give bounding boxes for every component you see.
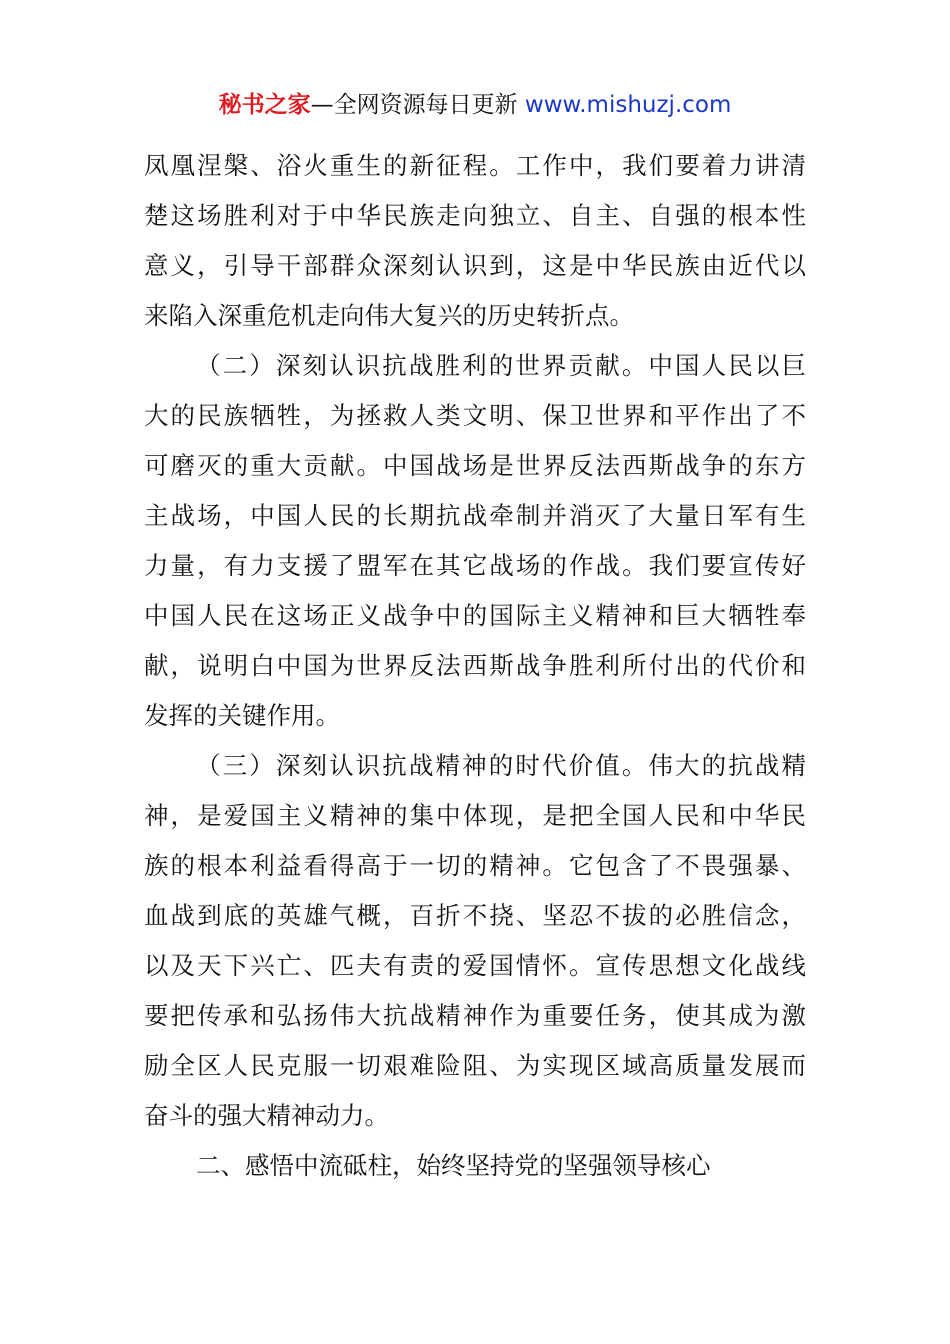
website-link[interactable]: www.mishuzj.com [524,92,732,118]
text-line: 力量，有力支援了盟军在其它战场的作战。我们要宣传好 [144,551,806,580]
text-line: 楚这场胜利对于中华民族走向独立、自主、自强的根本性 [144,201,806,230]
text-line: 主战场，中国人民的长期抗战牵制并消灭了大量日军有生 [144,501,806,530]
section-heading-line: （三）深刻认识抗战精神的时代价值。伟大的抗战精 [196,751,806,780]
text-line: 可磨灭的重大贡献。中国战场是世界反法西斯战争的东方 [144,451,806,480]
text-line: 发挥的关键作用。 [144,701,340,730]
chapter-heading: 二、感悟中流砥柱，始终坚持党的坚强领导核心 [196,1151,711,1180]
text-line: 大的民族牺牲，为拯救人类文明、保卫世界和平作出了不 [144,401,806,430]
text-line: 奋斗的强大精神动力。 [144,1101,389,1130]
section-heading-line: （二）深刻认识抗战胜利的世界贡献。中国人民以巨 [196,351,806,380]
header-tagline: —全网资源每日更新 [310,92,525,118]
text-line: 中国人民在这场正义战争中的国际主义精神和巨大牺牲奉 [144,601,806,630]
text-line: 神，是爱国主义精神的集中体现，是把全国人民和中华民 [144,801,806,830]
page-header [0,88,950,122]
text-line: 意义，引导干部群众深刻认识到，这是中华民族由近代以 [144,251,806,280]
text-line: 要把传承和弘扬伟大抗战精神作为重要任务，使其成为激 [144,1001,806,1030]
text-line: 以及天下兴亡、匹夫有责的爱国情怀。宣传思想文化战线 [144,951,806,980]
text-line: 血战到底的英雄气概，百折不挠、坚忍不拔的必胜信念， [144,901,806,930]
text-line: 族的根本利益看得高于一切的精神。它包含了不畏强暴、 [144,851,806,880]
document-body [144,141,806,1191]
brand-name: 秘书之家 [218,92,311,118]
text-line: 励全区人民克服一切艰难险阻、为实现区域高质量发展而 [144,1051,806,1080]
text-line: 来陷入深重危机走向伟大复兴的历史转折点。 [144,301,634,330]
text-line: 献，说明白中国为世界反法西斯战争胜利所付出的代价和 [144,651,806,680]
text-line: 凤凰涅槃、浴火重生的新征程。工作中，我们要着力讲清 [144,151,806,180]
